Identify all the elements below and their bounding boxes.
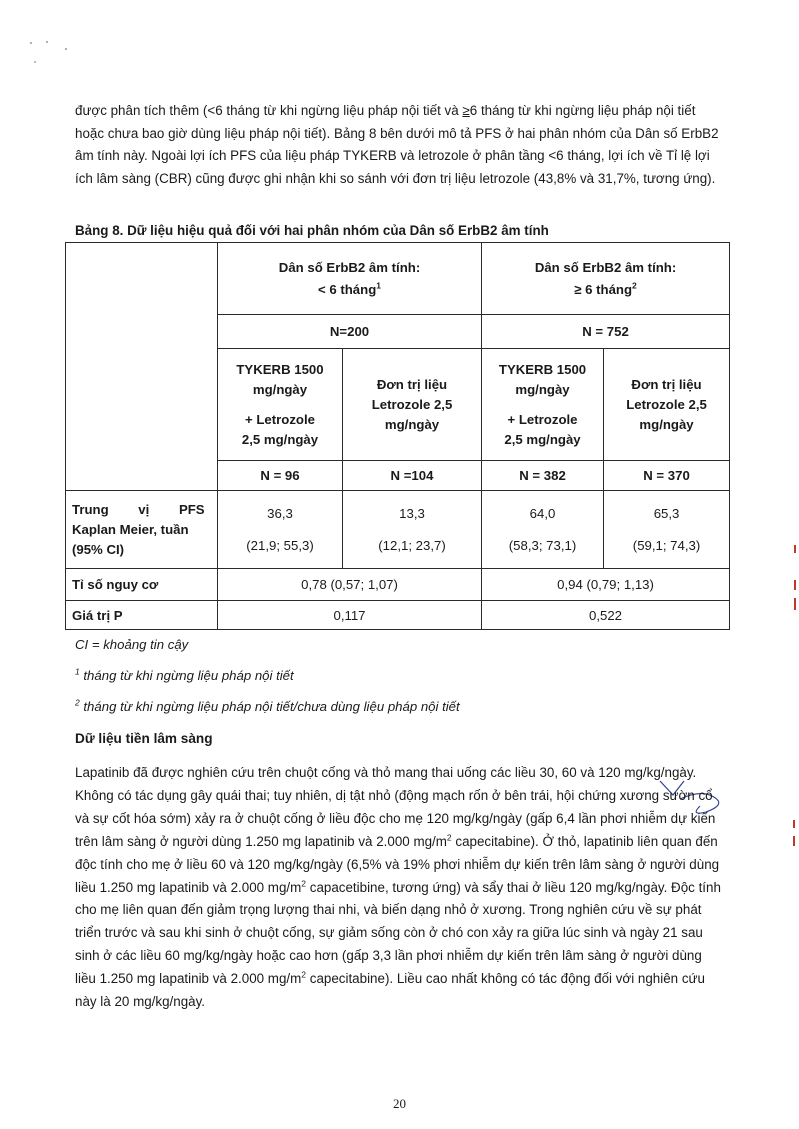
arm-line: mg/ngày [515,381,570,397]
preclinical-text: capecitabine). Liều cao nhất không có tác động đối với nghiên cứu này là 20 mg/kg/ngày. [75,971,705,1010]
pfs-label-line: (95% CI) [72,541,125,557]
arm-line: TYKERB 1500 [498,361,587,377]
group2-subtitle: ≥ 6 tháng [574,281,633,297]
pfs-label [66,491,218,569]
scan-speck [30,42,32,44]
empty-corner-cell [66,243,218,491]
scan-speck [46,41,48,43]
arm-line: Đơn trị liệu [376,376,448,392]
table-row-pvalue [66,601,730,630]
superscript: 2 [301,969,307,980]
note-ci: CI = khoảng tin cậy [75,637,189,652]
pvalue-label: Giá trị P [66,601,218,630]
arm-line: Letrozole 2,5 [626,396,707,412]
arm-line: + Letrozole [507,411,578,427]
footnote-2 [75,699,460,714]
group1-subtitle: < 6 tháng [318,281,377,297]
pfs-value-cell [218,491,343,569]
arm-line: TYKERB 1500 [236,361,324,377]
superscript: 2 [446,832,452,843]
preclinical-text: capecitabine). Ở thỏ, lapatinib liên quan đến độc tính cho mẹ ở liều 60 và 120 mg/kg/ngày (6,5% và 19% phơi nhiễm dự kiến trên lâm sàng ở người dùng liều 1.250 mg lapatinib và 2.000 mg/m [75,833,720,895]
group1-title: Dân số ErbB2 âm tính: [278,259,421,275]
arm-line: + Letrozole [245,411,315,427]
arm-line: Letrozole 2,5 [371,396,453,412]
group2-sup: 2 [632,280,637,291]
intro-paragraph [75,100,725,190]
arm-n: N = 382 [482,461,604,491]
table-header-row [66,243,730,315]
footnote-1-sup: 1 [75,666,80,677]
arm-line: Đơn trị liệu [631,376,702,392]
geq-symbol: ≥ [462,103,470,118]
arm-line: mg/ngày [384,416,440,432]
table-row-pfs [66,491,730,569]
pfs-median: 13,3 [399,505,425,521]
arm-n: N =104 [343,461,482,491]
group1-header [218,243,482,315]
intro-text-rest: 6 tháng từ khi ngừng liệu pháp nội tiết hoặc chưa bao giờ dùng liệu pháp nội tiết). Bảng 8 bên dưới mô tả PFS ở hai phân nhóm của Dân số ErbB2 âm tính này. Ngoài lợi ích PFS của liệu pháp TYKERB và letrozole ở phân tầng <6 tháng, lợi ích về Tỉ lệ lợi ích lâm sàng (CBR) cũng được ghi nhận khi so sánh với đơn trị liệu letrozole (43,8% và 31,7%, tương ứng). [75,103,719,186]
arm-cell [604,349,730,461]
page-number: 20 [393,1096,406,1111]
footnote-2-text: tháng từ khi ngừng liệu pháp nội tiết/chưa dùng liệu pháp nội tiết [79,699,460,714]
section-heading: Dữ liệu tiền lâm sàng [75,731,213,746]
hazard-group1: 0,78 (0,57; 1,07) [218,569,482,601]
pfs-median: 65,3 [653,505,680,521]
table-caption: Bảng 8. Dữ liệu hiệu quả đối với hai phân nhóm của Dân số ErbB2 âm tính [75,223,549,238]
arm-cell [218,349,343,461]
scan-speck [34,61,36,63]
preclinical-paragraph [75,762,725,1014]
group1-n: N=200 [218,315,482,349]
pfs-value-cell [604,491,730,569]
superscript: 2 [301,878,307,889]
preclinical-text: Lapatinib đã được nghiên cứu trên chuột cống và thỏ mang thai uống các liều 30, 60 và 120 mg/kg/ngày. Không có tác dụng gây quái thai; tuy nhiên, dị tật nhỏ (động mạch rốn ở bên trái, hội chứng xương sườn cổ và sự cốt hóa sớm) xảy ra ở chuột cống ở liều độc cho mẹ 120 mg/kg/ngày (gấp 6,4 lần phơi nhiễm dự kiến trên lâm sàng ở người dùng 1.250 mg lapatinib và 2.000 mg/m [75,765,716,849]
pfs-median: 64,0 [529,505,556,521]
hazard-label: Tỉ số nguy cơ [66,569,218,601]
pfs-ci: (58,3; 73,1) [508,537,577,553]
group2-n: N = 752 [482,315,730,349]
arm-n: N = 96 [218,461,343,491]
arm-line: mg/ngày [252,381,308,397]
arm-cell [482,349,604,461]
pfs-label-line: Kaplan Meier, tuần [72,521,189,537]
pvalue-group2: 0,522 [482,601,730,630]
pfs-ci: (21,9; 55,3) [246,537,314,553]
pfs-value-cell [343,491,482,569]
pfs-median: 36,3 [267,505,293,521]
hazard-group2: 0,94 (0,79; 1,13) [482,569,730,601]
efficacy-table [65,242,730,630]
arm-line: 2,5 mg/ngày [504,431,581,447]
preclinical-text: capacetibine, tương ứng) và sẩy thai ở liều 120 mg/kg/ngày. Độc tính cho mẹ liên quan đến giảm trọng lượng thai nhi, và biến dạng nhỏ ở xương. Trong nghiên cứu về sự phát triển trước và sau khi sinh ở chuột cống, sự giảm sống còn ở chó con xảy ra giữa lúc sinh và ngày 21 sau sinh ở các liều 60 mg/kg/ngày hoặc cao hơn (gấp 3,3 lần phơi nhiễm dự kiến trên lâm sàng ở người dùng liều 1.250 mg lapatinib và 2.000 mg/m [75,879,721,987]
footnote-2-sup: 2 [75,697,80,708]
arm-cell [343,349,482,461]
group2-header [482,243,730,315]
pfs-value-cell [482,491,604,569]
pfs-ci: (12,1; 23,7) [378,537,446,553]
footnote-1-text: tháng từ khi ngừng liệu pháp nội tiết [79,668,294,683]
group2-title: Dân số ErbB2 âm tính: [534,259,677,275]
arm-line: 2,5 mg/ngày [241,431,319,447]
footnote-1 [75,668,294,683]
scan-speck [65,48,67,50]
group1-sup: 1 [376,280,381,291]
intro-text-start: được phân tích thêm (<6 tháng từ khi ngừng liệu pháp nội tiết và [75,103,463,118]
pvalue-group1: 0,117 [218,601,482,630]
arm-n: N = 370 [604,461,730,491]
pfs-label-line: Trung vị PFS [72,501,205,517]
table-row-hazard [66,569,730,601]
arm-line: mg/ngày [639,416,694,432]
pfs-ci: (59,1; 74,3) [632,537,701,553]
